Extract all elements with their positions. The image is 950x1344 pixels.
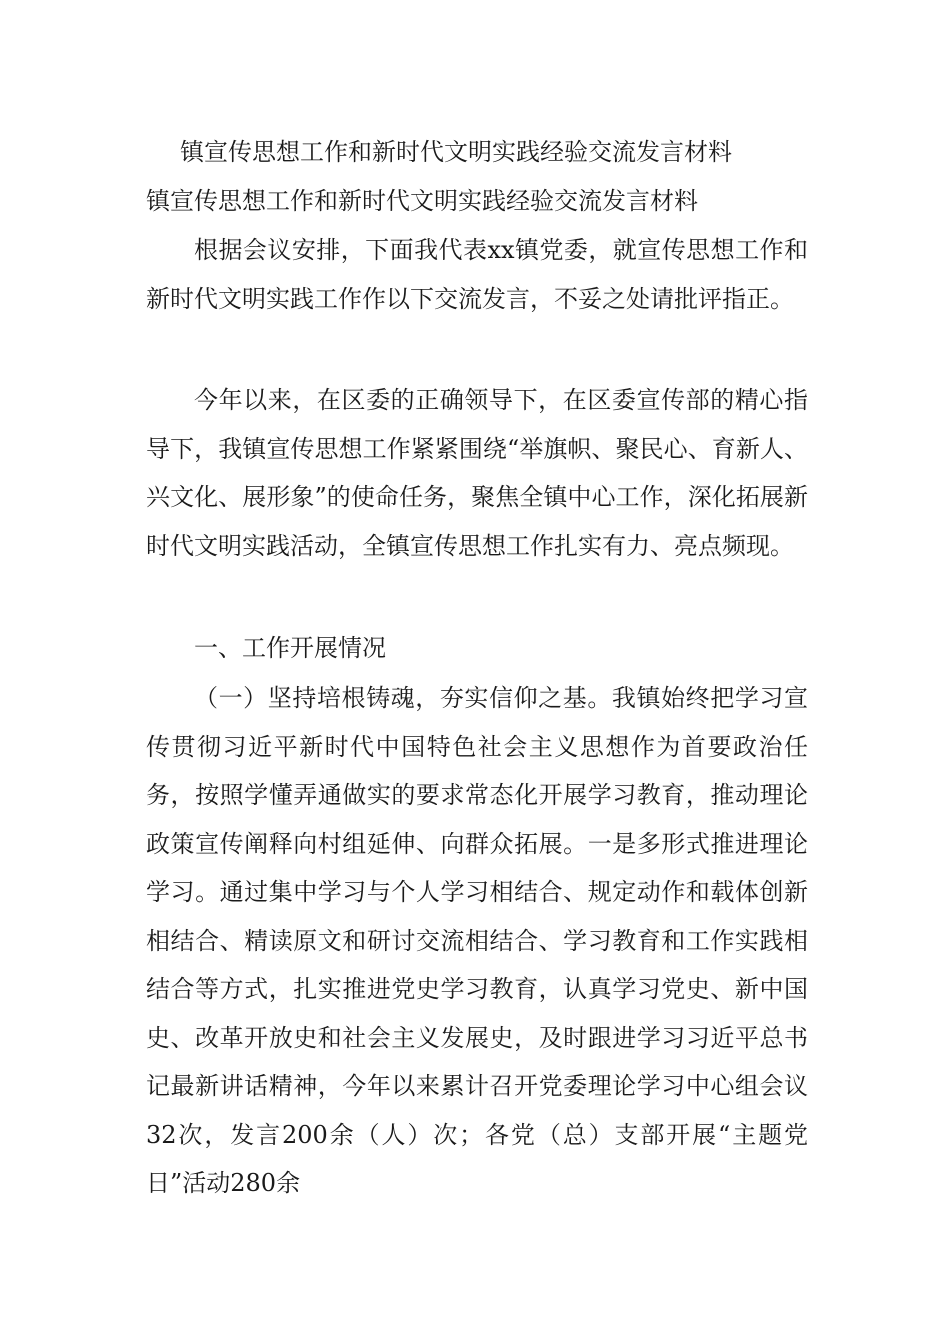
paragraph-overview: 今年以来，在区委的正确领导下，在区委宣传部的精心指导下，我镇宣传思想工作紧紧围绕“举旗帜、聚民心、育新人、兴文化、展形象”的使命任务，聚焦全镇中心工作，深化拓展新时代文明实践活动，全镇宣传思想工作扎实有力、亮点频现。 [146,386,808,560]
section-heading: 一、工作开展情况 [194,634,386,662]
document-title: 镇宣传思想工作和新时代文明实践经验交流发言材料 [180,138,732,166]
paragraph-intro: 根据会议安排，下面我代表xx镇党委，就宣传思想工作和新时代文明实践工作作以下交流发言，不妥之处请批评指正。 [146,236,808,313]
document-subtitle: 镇宣传思想工作和新时代文明实践经验交流发言材料 [146,187,698,215]
paragraph-section-1: （一）坚持培根铸魂，夯实信仰之基。我镇始终把学习宣传贯彻习近平新时代中国特色社会主义思想作为首要政治任务，按照学懂弄通做实的要求常态化开展学习教育，推动理论政策宣传阐释向村组延伸、向群众拓展。一是多形式推进理论学习。通过集中学习与个人学习相结合、规定动作和载体创新相结合、精读原文和研讨交流相结合、学习教育和工作实践相结合等方式，扎实推进党史学习教育，认真学习党史、新中国史、改革开放史和社会主义发展史，及时跟进学习习近平总书记最新讲话精神，今年以来累计召开党委理论学习中心组会议32次，发言200余（人）次；各党（总）支部开展“主题党日”活动280余 [146,684,808,1197]
